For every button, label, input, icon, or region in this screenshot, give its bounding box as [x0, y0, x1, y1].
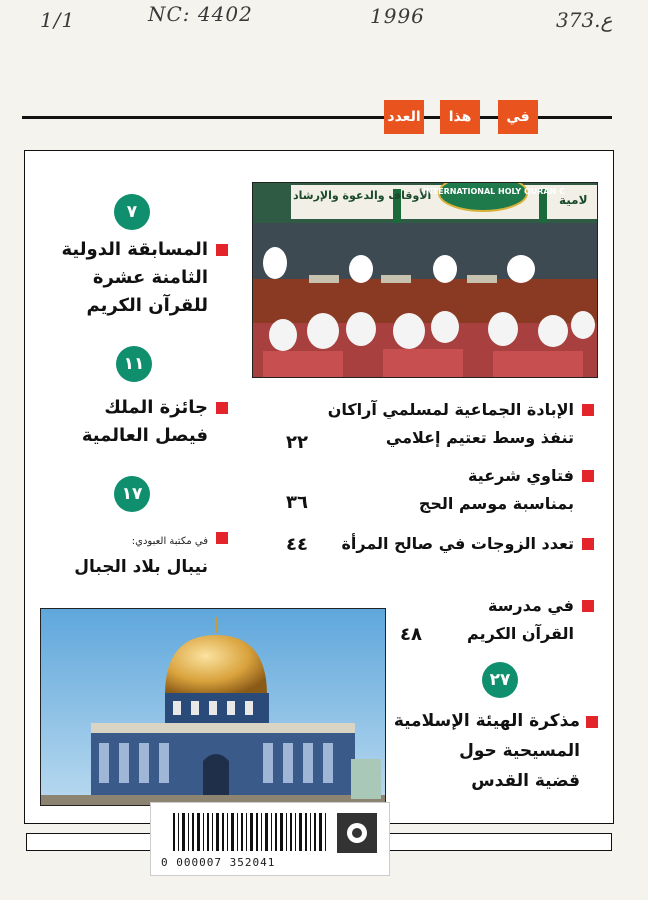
toc-item-line: مذكرة الهيئة الإسلامية: [393, 711, 580, 731]
banner-right-text: لامية: [559, 193, 588, 207]
bullet-square: [586, 716, 598, 728]
page-number: ٤٤: [286, 534, 308, 555]
handwritten-catalog-code: NC: 4402: [148, 2, 253, 26]
handwritten-year: 1996: [370, 4, 425, 28]
toc-item-arakan[interactable]: [286, 396, 574, 452]
toc-item-line: الثامنة عشرة: [92, 267, 208, 288]
page-badge-7: ٧: [114, 194, 150, 230]
toc-item-line: المسيحية حول: [459, 741, 580, 761]
bullet-square: [216, 402, 228, 414]
toc-item-line: للقرآن الكريم: [86, 295, 208, 316]
banner-center-text: INTERNATIONAL HOLY QURAN C: [423, 187, 565, 196]
toc-item-line: قضية القدس: [471, 771, 580, 791]
toc-item-line: نيبال بلاد الجبال: [74, 557, 208, 577]
toc-item-subtitle: في مكتبة العبودي:: [131, 536, 208, 547]
header-word-issue: العدد: [384, 100, 424, 134]
toc-item-jerusalem-memo[interactable]: [390, 706, 580, 796]
toc-item-polygamy[interactable]: [330, 530, 574, 558]
toc-item-quran-school[interactable]: [418, 592, 574, 648]
toc-item-nepal[interactable]: [30, 554, 208, 580]
toc-item-line: فيصل العالمية: [81, 425, 208, 446]
handwritten-page-mark: 1/1: [40, 8, 76, 32]
header-word-in: في: [498, 100, 538, 134]
photo-quran-competition: [252, 182, 598, 378]
page-badge-17: ١٧: [114, 476, 150, 512]
bullet-square: [216, 244, 228, 256]
toc-item-line: بمناسبة موسم الحج: [418, 494, 574, 513]
toc-item-fatwas[interactable]: [346, 462, 574, 518]
page-badge-11: ١١: [116, 346, 152, 382]
toc-item-line: تنفذ وسط تعتيم إعلامي: [385, 428, 574, 447]
bullet-square: [216, 532, 228, 544]
bullet-square: [582, 404, 594, 416]
photo-dome-of-the-rock: [40, 608, 386, 806]
header-word-this: هذا: [440, 100, 480, 134]
toc-item-line: جائزة الملك: [104, 397, 208, 418]
library-barcode-sticker: [150, 802, 390, 876]
toc-item-line: الإبادة الجماعية لمسلمي آراكان: [327, 400, 574, 419]
toc-item-line: المسابقة الدولية: [61, 239, 208, 260]
toc-item-line: تعدد الزوجات في صالح المرأة: [341, 534, 574, 553]
page-number: ٣٦: [286, 492, 308, 513]
banner-left-text: الأوقاف والدعوة والإرشاد: [293, 189, 432, 202]
bullet-square: [582, 470, 594, 482]
bullet-square: [582, 600, 594, 612]
toc-item-king-faisal-prize[interactable]: [30, 394, 208, 450]
toc-item-line: القرآن الكريم: [467, 624, 574, 643]
page-badge-27: ٢٧: [482, 662, 518, 698]
page-number: ٢٢: [286, 432, 308, 453]
toc-item-line: فتاوي شرعية: [467, 466, 574, 485]
handwritten-shelf-mark: 373.ع: [556, 8, 613, 32]
toc-item-quran-competition[interactable]: [30, 236, 208, 320]
barcode-number: 0 000007 352041: [161, 856, 276, 869]
page-number: ٤٨: [400, 624, 422, 645]
bullet-square: [582, 538, 594, 550]
toc-item-line: في مدرسة: [487, 596, 574, 615]
